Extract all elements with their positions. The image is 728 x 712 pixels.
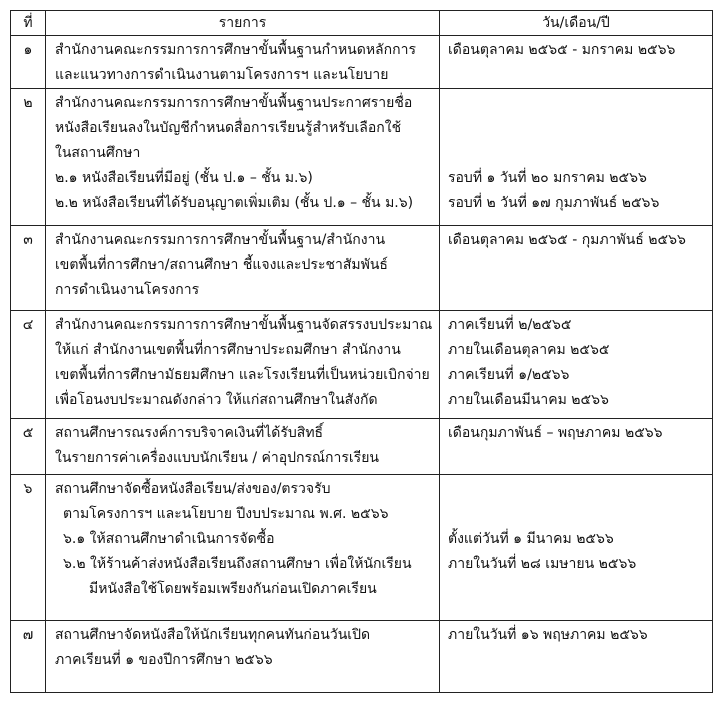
row-date: [440, 226, 713, 311]
row-number: ๒: [11, 89, 46, 226]
row-number: ๗: [11, 621, 46, 693]
row-item: [46, 36, 440, 89]
table-row: [11, 621, 713, 693]
row-date: [440, 621, 713, 693]
header-item: รายการ: [46, 11, 440, 36]
header-date: วัน/เดือน/ปี: [440, 11, 713, 36]
item-line: ในรายการค่าเครื่องแบบนักเรียน / ค่าอุปกรณ์การเรียน: [55, 450, 379, 466]
item-line: ภาคเรียนที่ ๑ ของปีการศึกษา ๒๕๖๖: [55, 652, 273, 668]
item-line: ตามโครงการฯ และนโยบาย ปีงบประมาณ พ.ศ. ๒๕๖๖: [63, 506, 389, 522]
row-number: ๑: [11, 36, 46, 89]
item-line: มีหนังสือใช้โดยพร้อมเพรียงกันก่อนเปิดภาคเรียน: [89, 581, 377, 597]
row-date: [440, 311, 713, 419]
row-item: [46, 89, 440, 226]
date-line: ภาคเรียนที่ ๒/๒๕๖๕: [448, 317, 572, 333]
date-line: ภายในเดือนตุลาคม ๒๕๖๕: [448, 342, 610, 358]
date-line: เดือนตุลาคม ๒๕๖๕ - มกราคม ๒๕๖๖: [448, 42, 676, 58]
table-row: [11, 89, 713, 226]
date-line: เดือนตุลาคม ๒๕๖๕ - กุมภาพันธ์ ๒๕๖๖: [448, 232, 686, 248]
item-line: สำนักงานคณะกรรมการการศึกษาขั้นพื้นฐาน/สำนักงาน: [55, 232, 386, 248]
item-line: ในสถานศึกษา: [55, 145, 141, 161]
row-number: ๔: [11, 311, 46, 419]
item-line: เขตพื้นที่การศึกษามัธยมศึกษา และโรงเรียนที่เป็นหน่วยเบิกจ่าย: [55, 367, 430, 383]
item-line: ๖.๑ ให้สถานศึกษาดำเนินการจัดซื้อ: [63, 531, 275, 547]
date-line: รอบที่ ๒ วันที่ ๑๗ กุมภาพันธ์ ๒๕๖๖: [448, 195, 660, 211]
item-line: เขตพื้นที่การศึกษา/สถานศึกษา ชี้แจงและประชาสัมพันธ์: [55, 257, 388, 273]
item-line: หนังสือเรียนลงในบัญชีกำหนดสื่อการเรียนรู้สำหรับเลือกใช้: [55, 120, 402, 136]
item-line: เพื่อโอนงบประมาณดังกล่าว ให้แก่สถานศึกษาในสังกัด: [55, 392, 378, 408]
header-row: [11, 11, 713, 36]
row-number: ๓: [11, 226, 46, 311]
item-line: สถานศึกษาจัดซื้อหนังสือเรียน/ส่งของ/ตรวจรับ: [55, 481, 331, 497]
item-line: ๖.๒ ให้ร้านค้าส่งหนังสือเรียนถึงสถานศึกษา เพื่อให้นักเรียน: [63, 556, 412, 572]
row-item: [46, 419, 440, 475]
schedule-table: [10, 10, 713, 693]
item-line: ๒.๑ หนังสือเรียนที่มีอยู่ (ชั้น ป.๑ – ชั้น ม.๖): [55, 170, 313, 186]
row-item: [46, 226, 440, 311]
row-date: [440, 475, 713, 621]
date-line: รอบที่ ๑ วันที่ ๒๐ มกราคม ๒๕๖๖: [448, 170, 647, 186]
date-line: ภายในวันที่ ๑๖ พฤษภาคม ๒๕๖๖: [448, 627, 648, 643]
table-row: [11, 36, 713, 89]
table-row: [11, 475, 713, 621]
row-item: [46, 621, 440, 693]
date-line: ภาคเรียนที่ ๑/๒๕๖๖: [448, 367, 570, 383]
date-line: ตั้งแต่วันที่ ๑ มีนาคม ๒๕๖๖: [448, 531, 614, 547]
header-no: ที่: [11, 11, 46, 36]
row-date: [440, 89, 713, 226]
row-date: [440, 419, 713, 475]
item-line: ๒.๒ หนังสือเรียนที่ได้รับอนุญาตเพิ่มเติม (ชั้น ป.๑ – ชั้น ม.๖): [55, 195, 414, 211]
item-line: สถานศึกษารณรงค์การบริจาคเงินที่ได้รับสิทธิ์: [55, 425, 324, 441]
item-line: สำนักงานคณะกรรมการการศึกษาขั้นพื้นฐานจัดสรรงบประมาณ: [55, 317, 433, 333]
row-item: [46, 475, 440, 621]
date-line: เดือนกุมภาพันธ์ – พฤษภาคม ๒๕๖๖: [448, 425, 663, 441]
row-number: ๕: [11, 419, 46, 475]
item-line: สำนักงานคณะกรรมการการศึกษาขั้นพื้นฐานกำหนดหลักการ: [55, 42, 416, 58]
item-line: ให้แก่ สำนักงานเขตพื้นที่การศึกษาประถมศึกษา สำนักงาน: [55, 342, 401, 358]
date-line: ภายในเดือนมีนาคม ๒๕๖๖: [448, 392, 609, 408]
row-date: [440, 36, 713, 89]
item-line: สำนักงานคณะกรรมการการศึกษาขั้นพื้นฐานประกาศรายชื่อ: [55, 95, 413, 111]
item-line: และแนวทางการดำเนินงานตามโครงการฯ และนโยบาย: [55, 67, 389, 83]
row-number: ๖: [11, 475, 46, 621]
table-row: [11, 226, 713, 311]
table-row: [11, 419, 713, 475]
item-line: การดำเนินงานโครงการ: [55, 282, 200, 298]
table-row: [11, 311, 713, 419]
date-line: ภายในวันที่ ๒๘ เมษายน ๒๕๖๖: [448, 556, 637, 572]
item-line: สถานศึกษาจัดหนังสือให้นักเรียนทุกคนทันก่อนวันเปิด: [55, 627, 371, 643]
row-item: [46, 311, 440, 419]
